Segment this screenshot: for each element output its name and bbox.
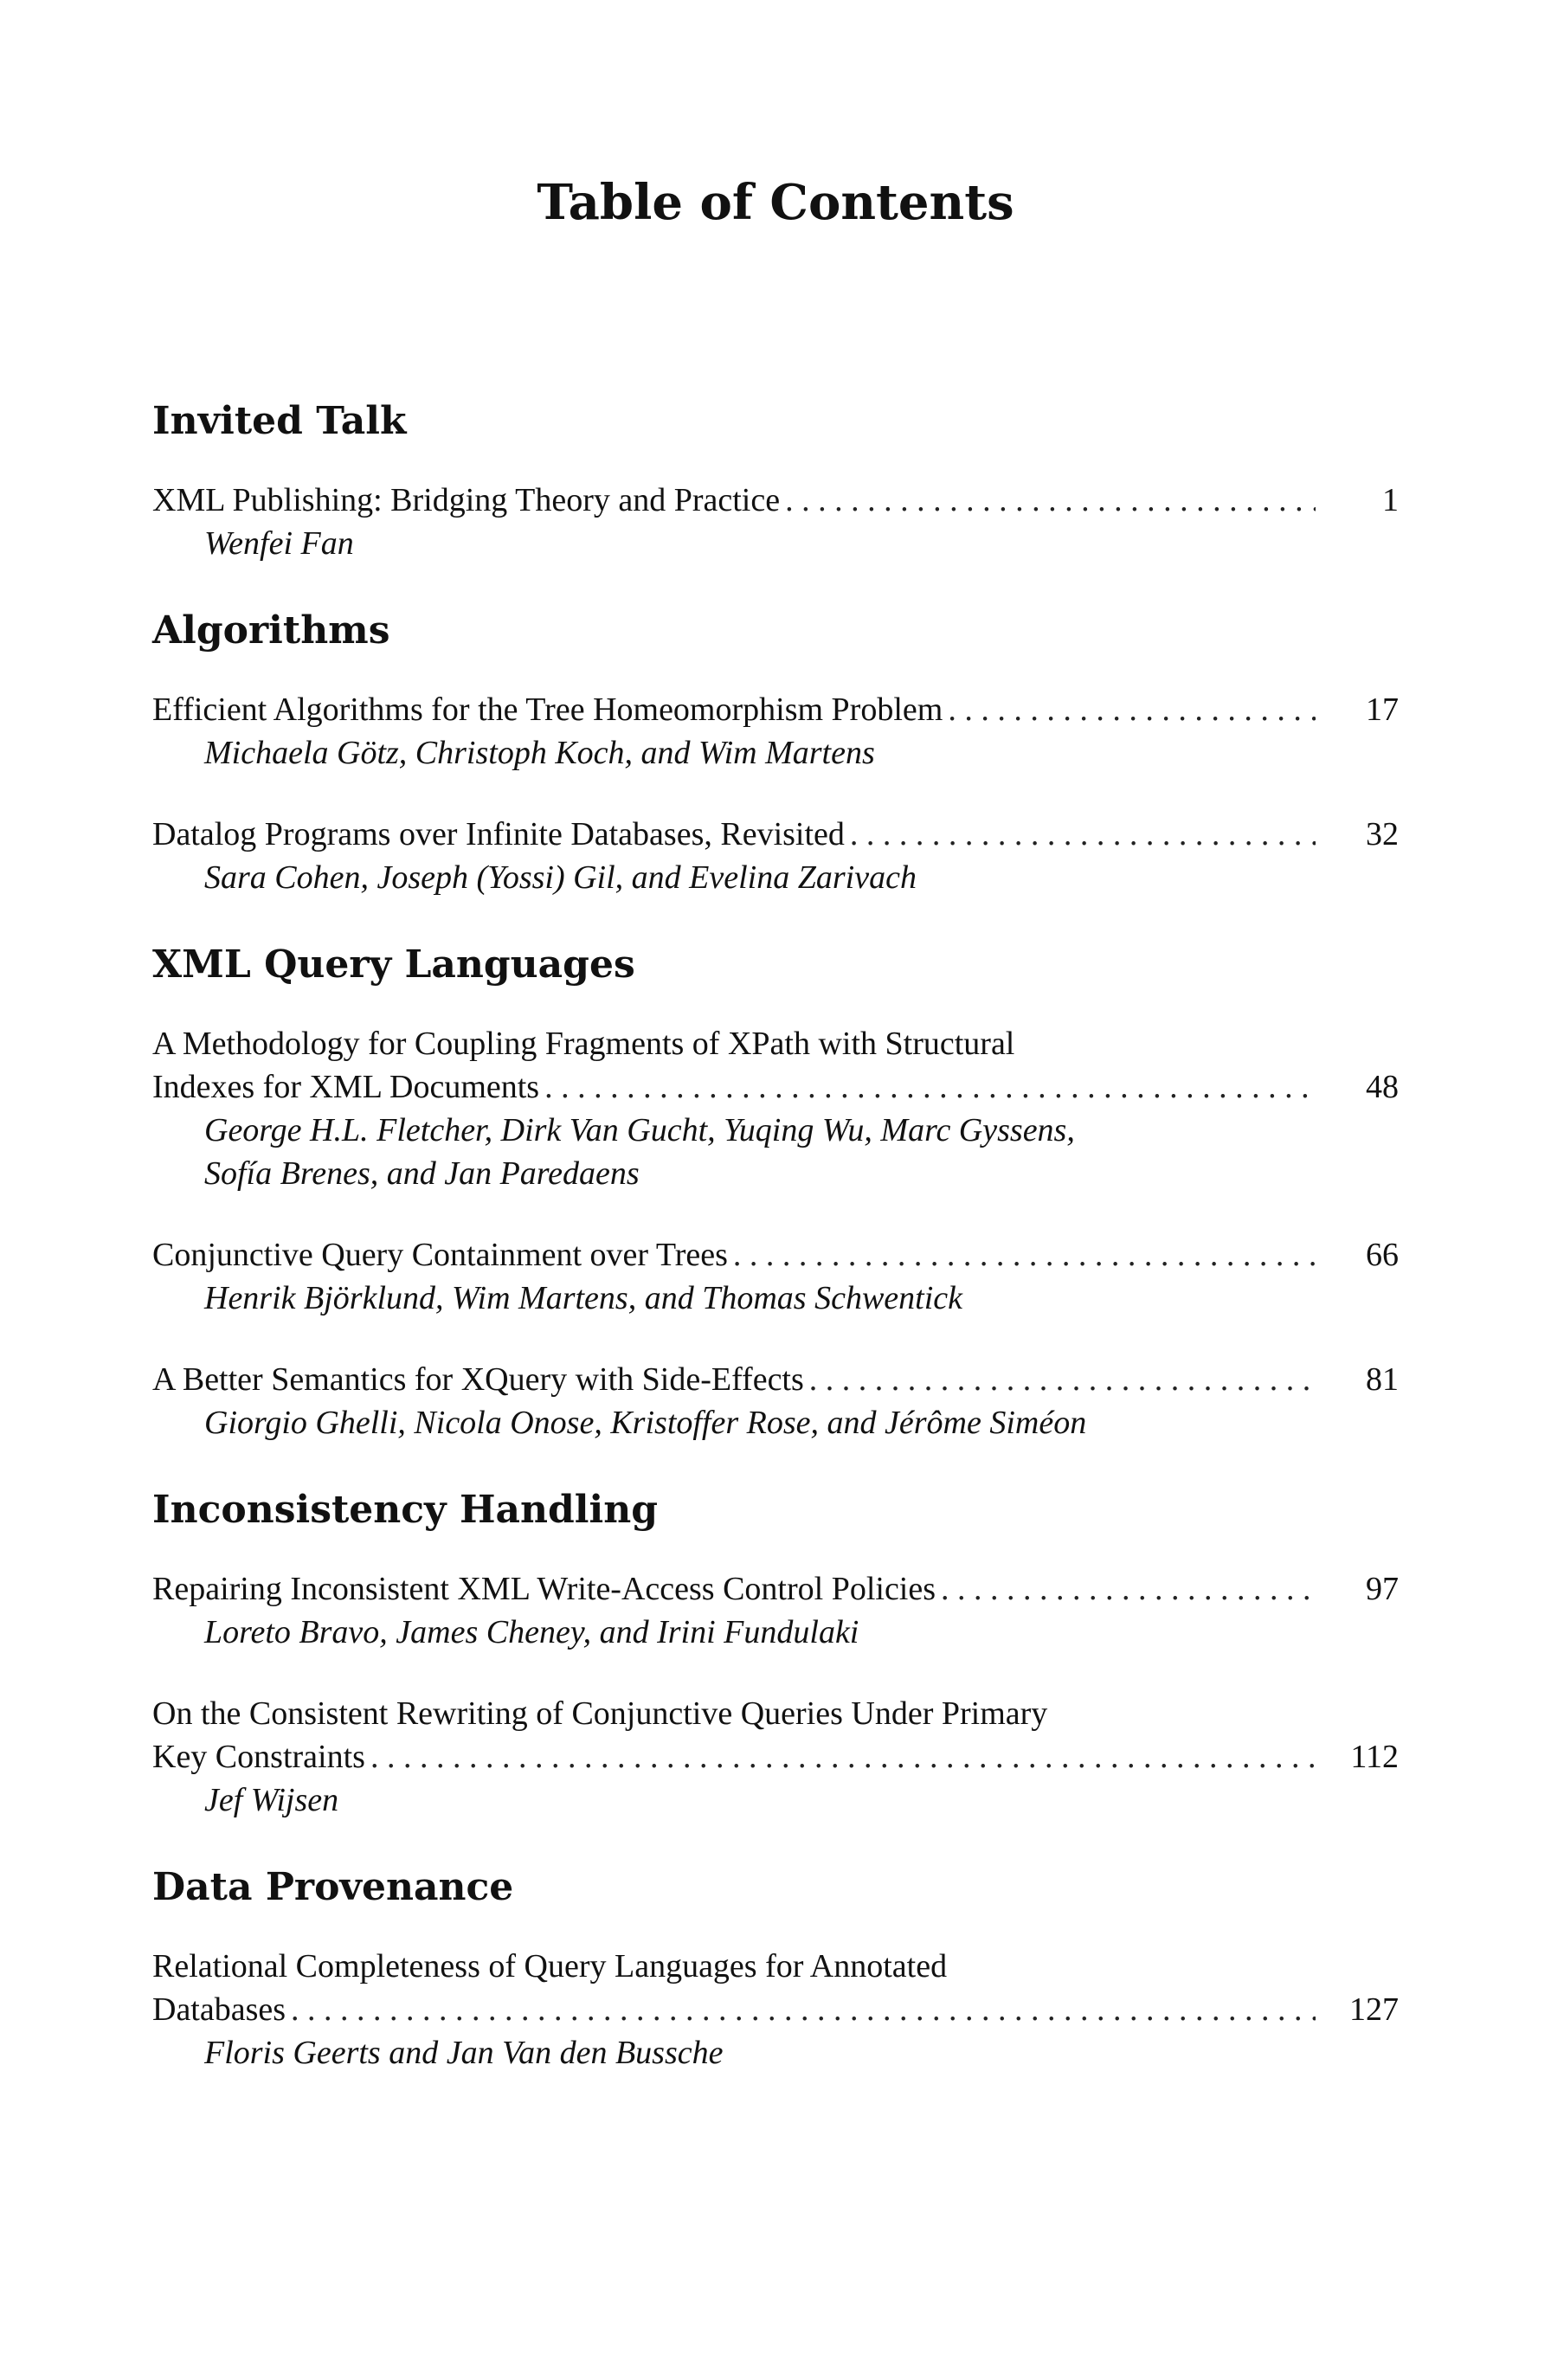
table-of-contents: [152, 394, 1399, 2113]
dot-leader: [948, 688, 1316, 731]
toc-entry[interactable]: [152, 479, 1399, 565]
page-number: 1: [1382, 482, 1399, 518]
dot-leader: [850, 813, 1316, 856]
entry-title[interactable]: Conjunctive Query Containment over Trees: [152, 1237, 728, 1273]
section-heading: Data Provenance: [152, 1865, 514, 1909]
toc-section: [152, 603, 1399, 899]
dot-leader: [370, 1735, 1316, 1779]
entry-title[interactable]: XML Publishing: Bridging Theory and Practice: [152, 482, 781, 518]
dot-leader: [733, 1233, 1316, 1277]
toc-entry[interactable]: [152, 688, 1399, 775]
entry-title[interactable]: Indexes for XML Documents: [152, 1069, 540, 1105]
dot-leader: [544, 1065, 1316, 1109]
entry-title-row: [152, 1065, 1399, 1109]
entry-title[interactable]: A Better Semantics for XQuery with Side-Effects: [152, 1361, 804, 1398]
entry-title[interactable]: Datalog Programs over Infinite Databases, Revisited: [152, 816, 845, 852]
page-number: 17: [1366, 691, 1399, 728]
entry-title[interactable]: Repairing Inconsistent XML Write-Access Control Policies: [152, 1571, 936, 1607]
entry-title-row: [152, 1233, 1399, 1277]
entry-title-row: [152, 1735, 1399, 1779]
entry-authors: Michaela Götz, Christoph Koch, and Wim Martens: [204, 735, 875, 771]
entry-title[interactable]: Efficient Algorithms for the Tree Homeomorphism Problem: [152, 691, 943, 728]
entry-authors: Sofía Brenes, and Jan Paredaens: [204, 1155, 640, 1192]
page-number: 32: [1366, 816, 1399, 852]
dot-leader: [785, 479, 1316, 522]
toc-entry[interactable]: [152, 813, 1399, 899]
page-number: 48: [1366, 1069, 1399, 1105]
dot-leader: [941, 1567, 1316, 1611]
page-title: Table of Contents: [537, 174, 1014, 231]
toc-section: [152, 937, 1399, 1444]
entry-title-row: [152, 813, 1399, 856]
page-number: 97: [1366, 1571, 1399, 1607]
entry-authors: George H.L. Fletcher, Dirk Van Gucht, Yuqing Wu, Marc Gyssens,: [204, 1112, 1075, 1148]
entry-title[interactable]: Key Constraints: [152, 1739, 365, 1775]
dot-leader: [291, 1988, 1316, 2031]
page-number: 81: [1366, 1361, 1399, 1398]
entry-title-line: On the Consistent Rewriting of Conjunctive Queries Under Primary: [152, 1695, 1048, 1732]
entry-title-row: [152, 1358, 1399, 1401]
dot-leader: [809, 1358, 1316, 1401]
section-heading: XML Query Languages: [152, 942, 635, 987]
toc-section: [152, 1860, 1399, 2074]
toc-entry[interactable]: [152, 1358, 1399, 1444]
entry-authors: Loreto Bravo, James Cheney, and Irini Fundulaki: [204, 1614, 859, 1650]
toc-entry[interactable]: [152, 1692, 1399, 1822]
entry-title-row: [152, 479, 1399, 522]
toc-entry[interactable]: [152, 1945, 1399, 2074]
entry-title-row: [152, 1567, 1399, 1611]
entry-authors: Jef Wijsen: [204, 1782, 339, 1818]
entry-title[interactable]: Databases: [152, 1991, 286, 2028]
entry-authors: Henrik Björklund, Wim Martens, and Thomas Schwentick: [204, 1280, 963, 1316]
toc-entry[interactable]: [152, 1567, 1399, 1654]
section-heading: Inconsistency Handling: [152, 1488, 658, 1532]
section-heading: Algorithms: [152, 608, 390, 653]
entry-authors: Sara Cohen, Joseph (Yossi) Gil, and Evelina Zarivach: [204, 859, 917, 896]
entry-authors: Giorgio Ghelli, Nicola Onose, Kristoffer Rose, and Jérôme Siméon: [204, 1405, 1087, 1441]
page-number: 127: [1349, 1991, 1399, 2028]
toc-section: [152, 394, 1399, 565]
toc-section: [152, 1483, 1399, 1822]
toc-entry[interactable]: [152, 1022, 1399, 1195]
entry-authors: Wenfei Fan: [204, 525, 354, 562]
page-number: 112: [1350, 1739, 1399, 1775]
entry-title-row: [152, 1988, 1399, 2031]
toc-entry[interactable]: [152, 1233, 1399, 1320]
entry-title-row: [152, 688, 1399, 731]
section-heading: Invited Talk: [152, 399, 407, 443]
entry-authors: Floris Geerts and Jan Van den Bussche: [204, 2035, 724, 2071]
entry-title-line: A Methodology for Coupling Fragments of XPath with Structural: [152, 1026, 1015, 1062]
page-number: 66: [1366, 1237, 1399, 1273]
entry-title-line: Relational Completeness of Query Languages for Annotated: [152, 1948, 948, 1984]
